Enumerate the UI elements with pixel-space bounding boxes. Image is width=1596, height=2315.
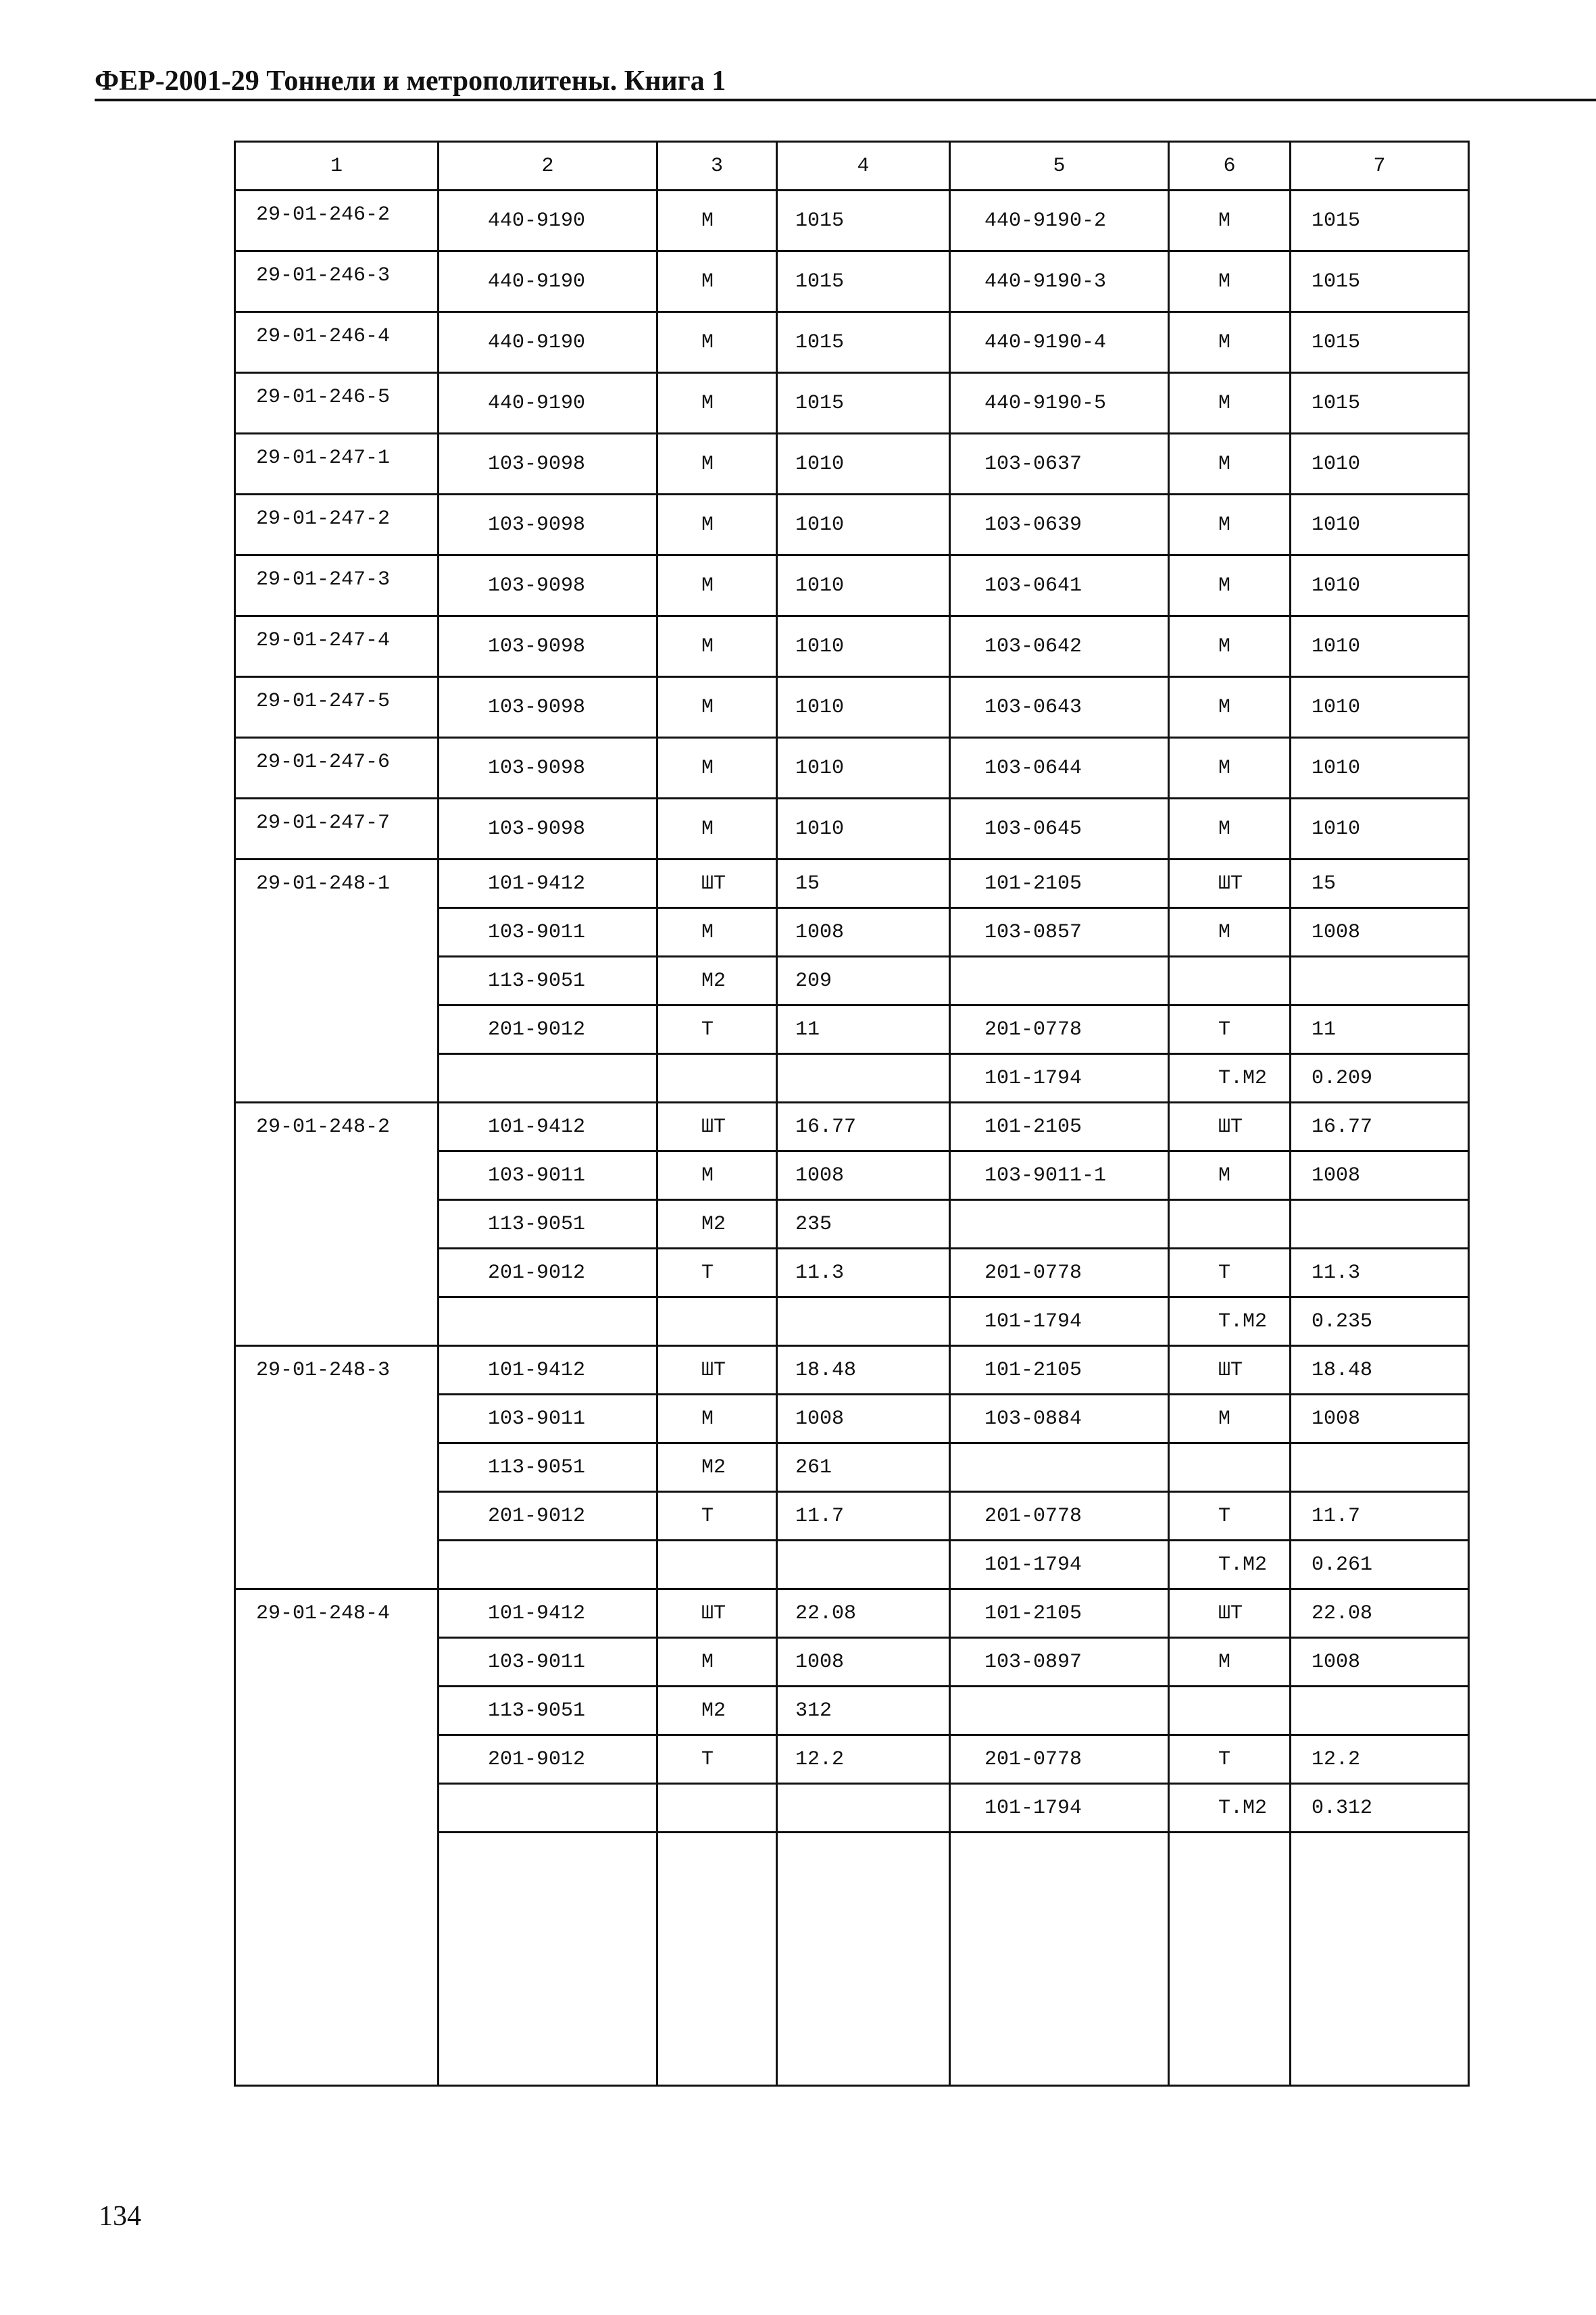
- table-cell: М: [1169, 373, 1291, 434]
- table-cell: 1010: [1291, 434, 1469, 495]
- table-cell: 101-2105: [950, 1589, 1169, 1638]
- table-cell: М: [1169, 191, 1291, 251]
- table-cell: М: [1169, 908, 1291, 957]
- empty-cell: [950, 1833, 1169, 2086]
- table-cell: 16.77: [777, 1103, 950, 1151]
- table-cell: 103-0897: [950, 1638, 1169, 1687]
- column-header: 5: [950, 142, 1169, 191]
- table-cell: 1010: [777, 677, 950, 738]
- table-cell: 201-0778: [950, 1735, 1169, 1784]
- table-cell: 15: [1291, 860, 1469, 908]
- empty-cell: [1291, 1833, 1469, 2086]
- table-cell: М: [657, 1638, 777, 1687]
- table-cell: ШТ: [1169, 1346, 1291, 1395]
- table-cell: 101-1794: [950, 1297, 1169, 1346]
- table-cell: М: [1169, 495, 1291, 555]
- table-cell: [439, 1297, 657, 1346]
- table-cell: 103-9098: [439, 799, 657, 860]
- table-cell: 1010: [777, 434, 950, 495]
- rate-code-cell: 29-01-246-2: [235, 191, 439, 251]
- table-cell: 1008: [1291, 1151, 1469, 1200]
- table-cell: 101-1794: [950, 1784, 1169, 1833]
- page-number: 134: [99, 2201, 141, 2232]
- table-cell: М: [1169, 555, 1291, 616]
- table-cell: 103-9011: [439, 1638, 657, 1687]
- table-cell: 11.7: [1291, 1492, 1469, 1541]
- table-cell: 0.261: [1291, 1541, 1469, 1589]
- table-cell: 440-9190: [439, 312, 657, 373]
- table-cell: М: [1169, 1395, 1291, 1443]
- table-cell: 0.312: [1291, 1784, 1469, 1833]
- table-cell: М: [657, 191, 777, 251]
- empty-cell: [439, 1833, 657, 2086]
- table-cell: [439, 1784, 657, 1833]
- table-cell: М: [1169, 251, 1291, 312]
- table-cell: [439, 1541, 657, 1589]
- table-cell: 103-9011: [439, 908, 657, 957]
- table-cell: [657, 1784, 777, 1833]
- table-cell: 1008: [1291, 908, 1469, 957]
- table-cell: 1015: [1291, 312, 1469, 373]
- table-cell: 103-9098: [439, 677, 657, 738]
- table-cell: М: [657, 677, 777, 738]
- table-cell: [1291, 1687, 1469, 1735]
- table-cell: 16.77: [1291, 1103, 1469, 1151]
- column-header: 4: [777, 142, 950, 191]
- table-cell: М: [1169, 1638, 1291, 1687]
- table-cell: 1010: [1291, 677, 1469, 738]
- table-cell: 1015: [777, 312, 950, 373]
- table-cell: 312: [777, 1687, 950, 1735]
- table-cell: 201-9012: [439, 1249, 657, 1297]
- rate-code-cell: 29-01-248-1: [235, 860, 439, 1103]
- table-row: [235, 1346, 1469, 1395]
- table-cell: 1008: [1291, 1395, 1469, 1443]
- table-cell: 1010: [1291, 616, 1469, 677]
- table-cell: ШТ: [1169, 1589, 1291, 1638]
- table-cell: 103-9098: [439, 434, 657, 495]
- table-cell: 1010: [777, 799, 950, 860]
- table-cell: 201-9012: [439, 1735, 657, 1784]
- table-cell: М2: [657, 1443, 777, 1492]
- table-cell: [1169, 1687, 1291, 1735]
- rate-code-cell: 29-01-247-2: [235, 495, 439, 555]
- table-cell: [657, 1297, 777, 1346]
- table-cell: 103-9098: [439, 555, 657, 616]
- table-row: [235, 434, 1469, 495]
- table-cell: [657, 1541, 777, 1589]
- table-cell: ШТ: [657, 1103, 777, 1151]
- table-cell: Т.М2: [1169, 1784, 1291, 1833]
- table-cell: 1010: [777, 555, 950, 616]
- table-cell: 103-9098: [439, 616, 657, 677]
- table-cell: 209: [777, 957, 950, 1005]
- table-cell: [777, 1297, 950, 1346]
- table-cell: 12.2: [777, 1735, 950, 1784]
- table-cell: Т: [657, 1005, 777, 1054]
- table-cell: М: [657, 312, 777, 373]
- column-header: 1: [235, 142, 439, 191]
- table-cell: М2: [657, 957, 777, 1005]
- table-row: [235, 312, 1469, 373]
- table-cell: М: [657, 251, 777, 312]
- table-cell: 103-9011-1: [950, 1151, 1169, 1200]
- table-cell: М: [1169, 799, 1291, 860]
- empty-cell: [777, 1833, 950, 2086]
- table-row: [235, 738, 1469, 799]
- rate-code-cell: 29-01-247-5: [235, 677, 439, 738]
- table-cell: М: [657, 434, 777, 495]
- table-cell: 1008: [777, 1151, 950, 1200]
- rate-code-cell: 29-01-248-4: [235, 1589, 439, 2086]
- table-cell: 18.48: [1291, 1346, 1469, 1395]
- table-cell: М: [657, 1395, 777, 1443]
- table-cell: 1010: [1291, 738, 1469, 799]
- column-header: 6: [1169, 142, 1291, 191]
- table-cell: 101-9412: [439, 1346, 657, 1395]
- table-cell: 103-9098: [439, 738, 657, 799]
- table-cell: 113-9051: [439, 957, 657, 1005]
- table-row: [235, 799, 1469, 860]
- rate-code-cell: 29-01-247-1: [235, 434, 439, 495]
- table-row: [235, 555, 1469, 616]
- table-cell: 1008: [777, 1638, 950, 1687]
- rate-code-cell: 29-01-247-3: [235, 555, 439, 616]
- table-cell: [1291, 1200, 1469, 1249]
- table-cell: [950, 1443, 1169, 1492]
- table-cell: 1015: [777, 373, 950, 434]
- table-cell: Т: [1169, 1492, 1291, 1541]
- table-cell: М2: [657, 1687, 777, 1735]
- table-cell: ШТ: [1169, 860, 1291, 908]
- table-cell: 11: [777, 1005, 950, 1054]
- table-cell: М: [657, 495, 777, 555]
- table-cell: 103-0884: [950, 1395, 1169, 1443]
- table-cell: 1010: [1291, 555, 1469, 616]
- rate-code-cell: 29-01-246-4: [235, 312, 439, 373]
- table-cell: 201-9012: [439, 1005, 657, 1054]
- table-cell: 103-0645: [950, 799, 1169, 860]
- empty-cell: [1169, 1833, 1291, 2086]
- table-cell: 0.235: [1291, 1297, 1469, 1346]
- table-cell: Т: [657, 1249, 777, 1297]
- table-cell: [1169, 1200, 1291, 1249]
- table-cell: М: [1169, 738, 1291, 799]
- table-cell: [1169, 957, 1291, 1005]
- table-cell: Т.М2: [1169, 1541, 1291, 1589]
- table-cell: 201-0778: [950, 1492, 1169, 1541]
- table-row: [235, 251, 1469, 312]
- column-header: 3: [657, 142, 777, 191]
- table-cell: 440-9190: [439, 373, 657, 434]
- table-cell: 101-1794: [950, 1541, 1169, 1589]
- table-cell: [950, 1687, 1169, 1735]
- table-cell: 101-9412: [439, 860, 657, 908]
- table-cell: 1008: [1291, 1638, 1469, 1687]
- table-cell: Т: [1169, 1735, 1291, 1784]
- table-cell: 440-9190-4: [950, 312, 1169, 373]
- table-cell: 22.08: [1291, 1589, 1469, 1638]
- table-cell: М: [657, 1151, 777, 1200]
- table-cell: М: [657, 908, 777, 957]
- table-cell: 113-9051: [439, 1200, 657, 1249]
- table-cell: 15: [777, 860, 950, 908]
- table-cell: М: [1169, 312, 1291, 373]
- table-cell: 1015: [777, 191, 950, 251]
- table-cell: [777, 1054, 950, 1103]
- table-cell: 1010: [1291, 495, 1469, 555]
- resource-table: [234, 141, 1470, 2087]
- table-cell: 440-9190-2: [950, 191, 1169, 251]
- table-row: [235, 1589, 1469, 1638]
- table-cell: [1169, 1443, 1291, 1492]
- table-cell: [950, 1200, 1169, 1249]
- table-cell: [1291, 1443, 1469, 1492]
- table-cell: ШТ: [657, 1589, 777, 1638]
- rate-code-cell: 29-01-247-6: [235, 738, 439, 799]
- page-header-title: ФЕР-2001-29 Тоннели и метрополитены. Книга 1: [95, 66, 726, 97]
- column-header: 2: [439, 142, 657, 191]
- table-cell: М: [657, 616, 777, 677]
- table-cell: М: [657, 799, 777, 860]
- column-header: 7: [1291, 142, 1469, 191]
- table-cell: М2: [657, 1200, 777, 1249]
- table-cell: 103-9098: [439, 495, 657, 555]
- rate-code-cell: 29-01-247-4: [235, 616, 439, 677]
- table-cell: 101-1794: [950, 1054, 1169, 1103]
- table-cell: 103-0643: [950, 677, 1169, 738]
- table-cell: 22.08: [777, 1589, 950, 1638]
- table-row: [235, 1103, 1469, 1151]
- table-cell: 1008: [777, 1395, 950, 1443]
- table-cell: 11: [1291, 1005, 1469, 1054]
- empty-cell: [657, 1833, 777, 2086]
- table-cell: [1291, 957, 1469, 1005]
- table-cell: 440-9190: [439, 251, 657, 312]
- table-cell: 261: [777, 1443, 950, 1492]
- table-cell: 103-0637: [950, 434, 1169, 495]
- table-cell: 1015: [777, 251, 950, 312]
- table-cell: 201-9012: [439, 1492, 657, 1541]
- table-cell: ШТ: [657, 860, 777, 908]
- table-cell: 201-0778: [950, 1005, 1169, 1054]
- table-cell: Т: [1169, 1249, 1291, 1297]
- table-cell: М: [657, 373, 777, 434]
- table-cell: 103-9011: [439, 1151, 657, 1200]
- table-cell: 201-0778: [950, 1249, 1169, 1297]
- table-body: [235, 191, 1469, 2086]
- table-cell: [439, 1054, 657, 1103]
- table-cell: 113-9051: [439, 1443, 657, 1492]
- table-cell: Т: [657, 1735, 777, 1784]
- table-cell: 1010: [777, 495, 950, 555]
- table-cell: [777, 1784, 950, 1833]
- table-row: [235, 191, 1469, 251]
- table-cell: 101-9412: [439, 1589, 657, 1638]
- table-cell: 440-9190-5: [950, 373, 1169, 434]
- table-cell: 12.2: [1291, 1735, 1469, 1784]
- table-cell: 11.3: [1291, 1249, 1469, 1297]
- rate-code-cell: 29-01-246-5: [235, 373, 439, 434]
- header-rule: [95, 99, 1596, 101]
- table-cell: 11.7: [777, 1492, 950, 1541]
- table-cell: М: [1169, 1151, 1291, 1200]
- table-cell: Т: [657, 1492, 777, 1541]
- rate-code-cell: 29-01-247-7: [235, 799, 439, 860]
- table-cell: М: [1169, 677, 1291, 738]
- table-cell: 103-0641: [950, 555, 1169, 616]
- table-cell: Т: [1169, 1005, 1291, 1054]
- table-cell: Т.М2: [1169, 1297, 1291, 1346]
- table-cell: 1008: [777, 908, 950, 957]
- table-header-row: [235, 142, 1469, 191]
- table-cell: 101-2105: [950, 860, 1169, 908]
- table-row: [235, 495, 1469, 555]
- table-row: [235, 677, 1469, 738]
- table-cell: 103-9011: [439, 1395, 657, 1443]
- table-row: [235, 373, 1469, 434]
- table-row: [235, 860, 1469, 908]
- table-cell: 1015: [1291, 373, 1469, 434]
- table-cell: ШТ: [1169, 1103, 1291, 1151]
- table-cell: 101-2105: [950, 1346, 1169, 1395]
- table-cell: 0.209: [1291, 1054, 1469, 1103]
- table-cell: 103-0857: [950, 908, 1169, 957]
- table-cell: 103-0642: [950, 616, 1169, 677]
- table-cell: М: [657, 738, 777, 799]
- table-cell: 103-0639: [950, 495, 1169, 555]
- table-cell: [657, 1054, 777, 1103]
- table-cell: 440-9190-3: [950, 251, 1169, 312]
- table-cell: 1015: [1291, 191, 1469, 251]
- table-cell: 101-2105: [950, 1103, 1169, 1151]
- table-row: [235, 616, 1469, 677]
- table-cell: 18.48: [777, 1346, 950, 1395]
- rate-code-cell: 29-01-248-3: [235, 1346, 439, 1589]
- table-cell: 11.3: [777, 1249, 950, 1297]
- table-cell: 101-9412: [439, 1103, 657, 1151]
- table-cell: ШТ: [657, 1346, 777, 1395]
- table-cell: М: [1169, 616, 1291, 677]
- table-cell: 103-0644: [950, 738, 1169, 799]
- table-cell: 440-9190: [439, 191, 657, 251]
- table-cell: 1010: [777, 616, 950, 677]
- table-cell: 235: [777, 1200, 950, 1249]
- rate-code-cell: 29-01-246-3: [235, 251, 439, 312]
- table-cell: 1010: [777, 738, 950, 799]
- table-cell: М: [1169, 434, 1291, 495]
- table-cell: [950, 957, 1169, 1005]
- table-cell: 113-9051: [439, 1687, 657, 1735]
- rate-code-cell: 29-01-248-2: [235, 1103, 439, 1346]
- table-cell: 1010: [1291, 799, 1469, 860]
- table-cell: [777, 1541, 950, 1589]
- table-cell: Т.М2: [1169, 1054, 1291, 1103]
- table-cell: 1015: [1291, 251, 1469, 312]
- table-cell: М: [657, 555, 777, 616]
